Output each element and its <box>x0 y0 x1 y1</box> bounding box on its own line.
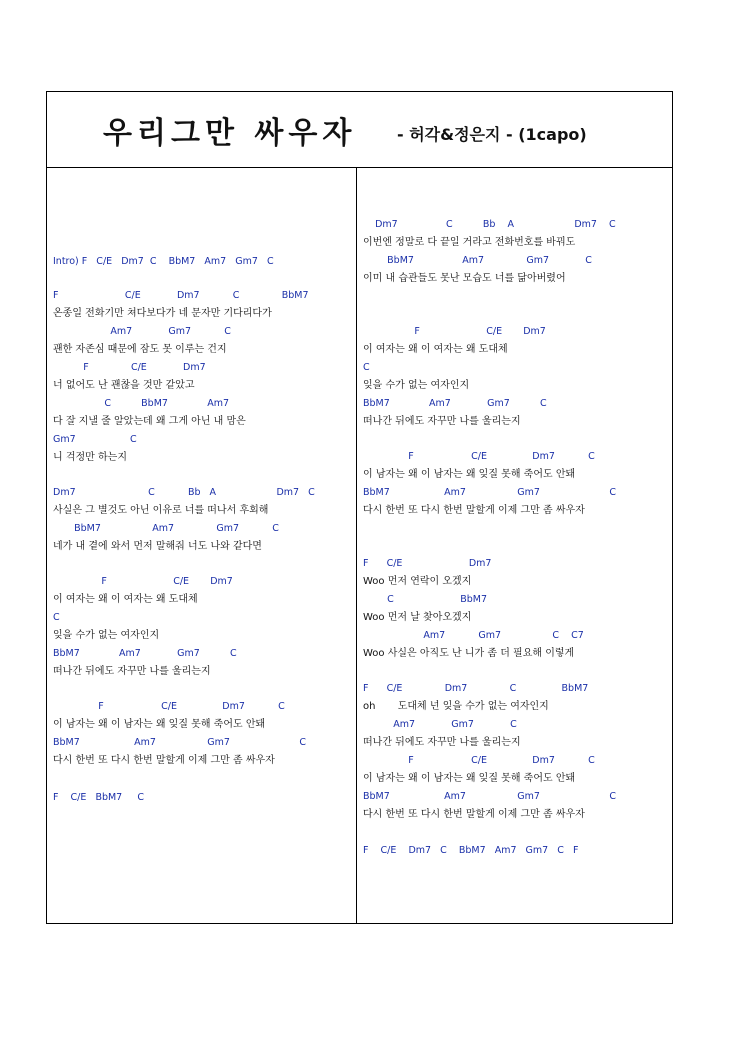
chord-line: BbM7 Am7 Gm7 C <box>363 487 617 498</box>
outro-chords: F C/E BbM7 C <box>53 792 144 803</box>
lyric-line: Woo 먼저 날 찾아오겠지 <box>363 612 472 623</box>
chord-line: F C/E Dm7 <box>363 558 492 569</box>
chord-line: C <box>53 612 60 623</box>
chord-line: Dm7 C Bb A Dm7 C <box>53 487 315 498</box>
chord-line: C BbM7 Am7 <box>53 398 230 409</box>
chord-line: F C/E Dm7 <box>53 362 206 373</box>
chord-line: Am7 Gm7 C C7 <box>363 630 584 641</box>
lyric-line: 떠나간 뒤에도 자꾸만 나를 울리는지 <box>363 737 521 748</box>
outro-chords: F C/E Dm7 C BbM7 Am7 Gm7 C F <box>363 845 579 856</box>
lyric-line: 다시 한번 또 다시 한번 말할게 이제 그만 좀 싸우자 <box>53 755 275 766</box>
chord-line: F C/E Dm7 C <box>53 701 285 712</box>
chord-line: F C/E Dm7 C <box>363 451 595 462</box>
chord-line: F C/E Dm7 <box>363 326 546 337</box>
chord-line: BbM7 Am7 Gm7 C <box>53 648 237 659</box>
chord-line: F C/E Dm7 C BbM7 <box>53 290 309 301</box>
lyric-line: Woo 사실은 아직도 난 니가 좀 더 필요해 이렇게 <box>363 648 575 659</box>
column-divider <box>356 168 357 924</box>
lyric-line: 니 걱정만 하는지 <box>53 452 127 463</box>
lyric-line: 이 여자는 왜 이 여자는 왜 도대체 <box>53 594 198 605</box>
lyric-line: 네가 내 곁에 와서 먼저 말해줘 너도 나와 같다면 <box>53 541 262 552</box>
lyric-line: 잊을 수가 없는 여자인지 <box>363 380 470 391</box>
song-title: 우리그만 싸우자 <box>103 116 357 151</box>
chord-line: BbM7 Am7 Gm7 C <box>363 398 547 409</box>
lyric-line: 떠나간 뒤에도 자꾸만 나를 울리는지 <box>53 666 211 677</box>
chord-line: BbM7 Am7 Gm7 C <box>363 255 592 266</box>
chord-line: Gm7 C <box>53 434 137 445</box>
chord-line: F C/E Dm7 C BbM7 <box>363 683 589 694</box>
chord-line: Dm7 C Bb A Dm7 C <box>363 219 616 230</box>
lyric-line: 다시 한번 또 다시 한번 말할게 이제 그만 좀 싸우자 <box>363 505 585 516</box>
lyric-line: 사실은 그 별것도 아닌 이유로 너를 떠나서 후회해 <box>53 505 269 516</box>
chord-line: F C/E Dm7 C <box>363 755 595 766</box>
lyric-line: 이미 내 습관들도 못난 모습도 너를 닮아버렸어 <box>363 273 566 284</box>
lyric-line: 이 남자는 왜 이 남자는 왜 잊질 못해 죽어도 안돼 <box>363 469 576 480</box>
lyric-line: 떠나간 뒤에도 자꾸만 나를 울리는지 <box>363 416 521 427</box>
lyric-line: 이 남자는 왜 이 남자는 왜 잊질 못해 죽어도 안돼 <box>53 719 266 730</box>
header <box>47 92 672 168</box>
artist-capo: - 허각&정은지 - (1capo) <box>397 125 587 144</box>
lyric-line: 괜한 자존심 때문에 잠도 못 이루는 건지 <box>53 344 227 355</box>
lyric-line: oh 도대체 넌 잊을 수가 없는 여자인지 <box>363 701 549 712</box>
lyric-line: 이 남자는 왜 이 남자는 왜 잊질 못해 죽어도 안돼 <box>363 773 576 784</box>
lyric-line: 다시 한번 또 다시 한번 말할게 이제 그만 좀 싸우자 <box>363 809 585 820</box>
chord-line: BbM7 Am7 Gm7 C <box>363 791 617 802</box>
chord-sheet <box>46 91 673 924</box>
lyric-line: 다 잘 지낼 줄 알았는데 왜 그게 아닌 내 맘은 <box>53 416 246 427</box>
chord-line: BbM7 Am7 Gm7 C <box>53 523 279 534</box>
lyric-line: 잊을 수가 없는 여자인지 <box>53 630 160 641</box>
lyric-line: 온종일 전화기만 쳐다보다가 네 문자만 기다리다가 <box>53 308 272 319</box>
lyric-line: 이번엔 정말로 다 끝일 거라고 전화번호를 바꿔도 <box>363 237 576 248</box>
chord-line: Am7 Gm7 C <box>363 719 517 730</box>
chord-line: Am7 Gm7 C <box>53 326 231 337</box>
lyric-line: 너 없어도 난 괜찮을 것만 같았고 <box>53 380 195 391</box>
lyric-line: Woo 먼저 연락이 오겠지 <box>363 576 472 587</box>
chord-line: F C/E Dm7 <box>53 576 233 587</box>
chord-line: C BbM7 <box>363 594 488 605</box>
chord-line: C <box>363 362 370 373</box>
lyric-line: 이 여자는 왜 이 여자는 왜 도대체 <box>363 344 508 355</box>
chord-line: BbM7 Am7 Gm7 C <box>53 737 307 748</box>
intro-chords: Intro) F C/E Dm7 C BbM7 Am7 Gm7 C <box>53 256 274 267</box>
